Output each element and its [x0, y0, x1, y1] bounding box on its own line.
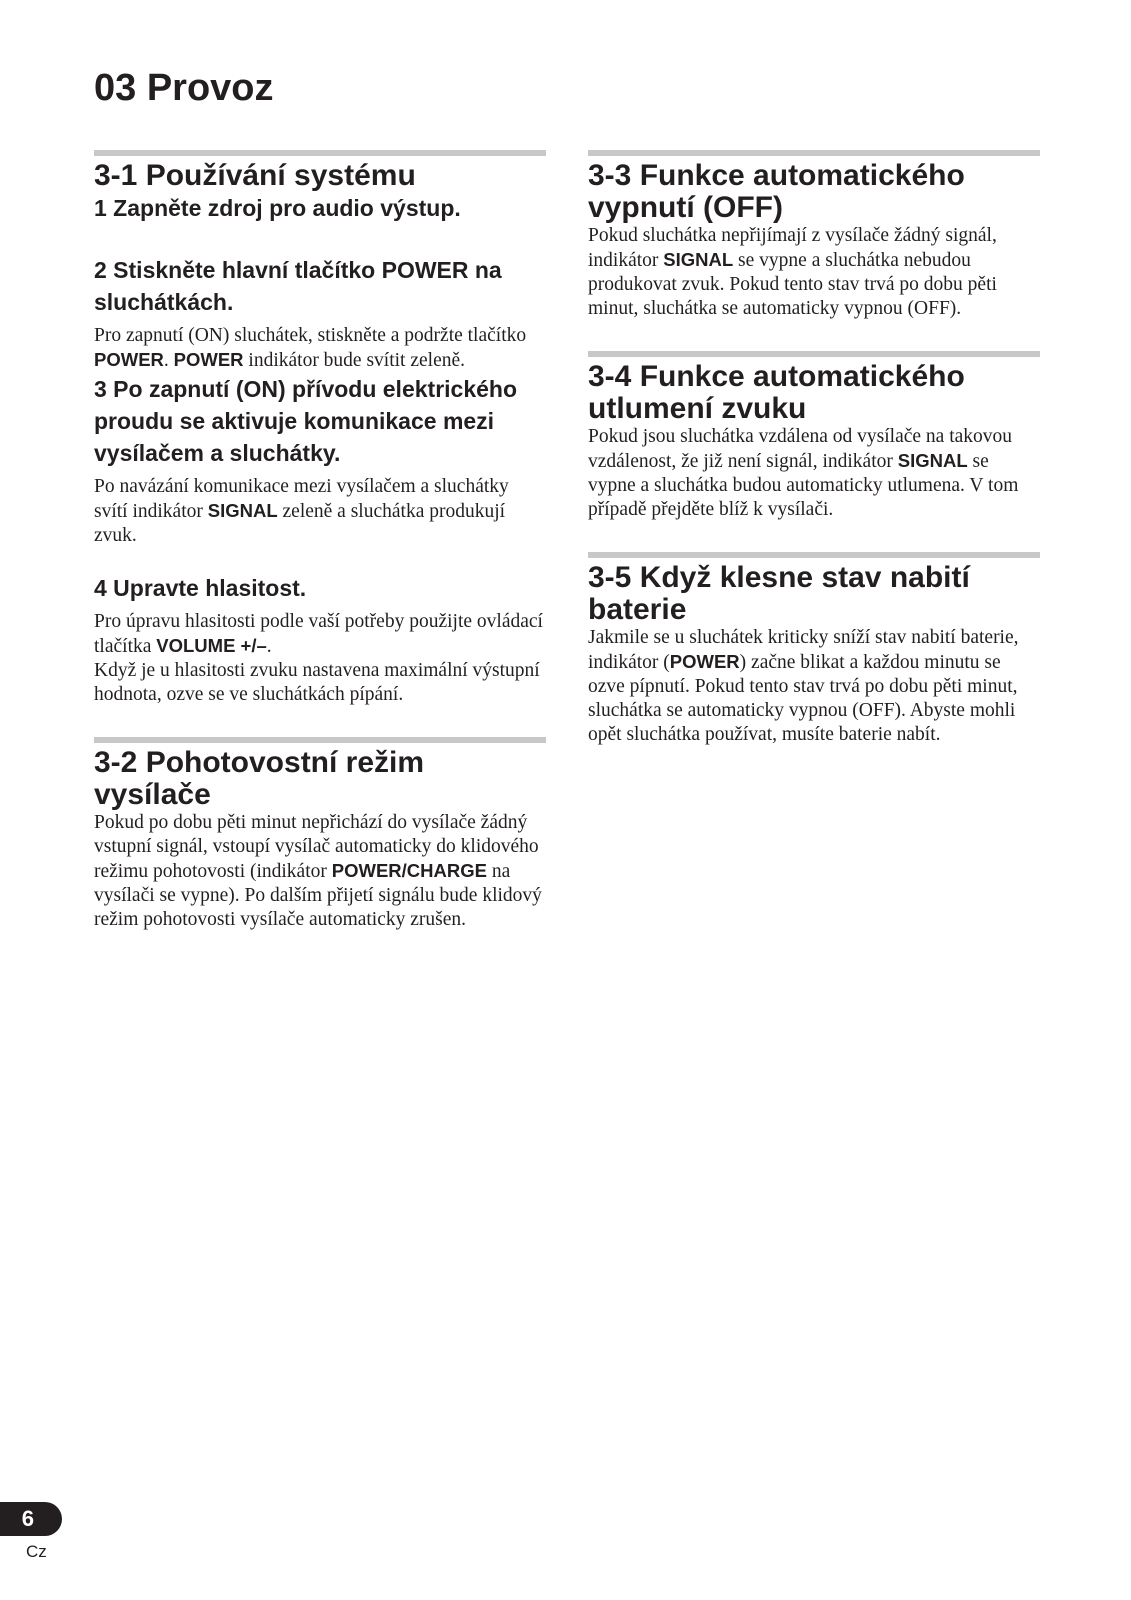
- section-3-4-text-b: se vypne a sluchátka budou automaticky utlumena. V tom případě přejděte blíž k vysílači.: [588, 451, 1019, 520]
- section-3-5-text-b: ) začne blikat a každou minutu se ozve pípnutí. Pokud tento stav trvá po dobu pěti minut, sluchátka se automaticky vypnou (OFF). Abyste mohli opět sluchátka používat, musíte baterie nabít.: [588, 652, 1018, 745]
- step-4-title: 4 Upravte hlasitost.: [94, 575, 307, 601]
- volume-keyword: VOLUME +/–: [156, 635, 267, 656]
- section-divider: [94, 150, 546, 156]
- power-keyword: POWER: [173, 349, 244, 370]
- section-title-3-5: 3-5 Když klesne stav nabití baterie: [588, 561, 970, 626]
- step-3-text: [94, 475, 546, 548]
- section-3-1: [94, 150, 546, 707]
- section-divider: [588, 552, 1040, 558]
- section-3-3-text-a: Pokud sluchátka nepřijímají z vysílače žádný signál, indikátor: [588, 225, 997, 271]
- section-3-2-text-a: Pokud po dobu pěti minut nepřichází do vysílače žádný vstupní signál, vstoupí vysílač automaticky do klidového režimu pohotovosti (indikátor: [94, 812, 539, 882]
- step-2-text: [94, 324, 546, 373]
- power-charge-keyword: POWER/CHARGE: [331, 860, 487, 881]
- page-language-code: Cz: [26, 1542, 47, 1561]
- step-4-text-b: .: [266, 636, 272, 657]
- page-number-badge: 6: [0, 1502, 62, 1536]
- left-column: [94, 150, 546, 932]
- section-divider: [588, 351, 1040, 357]
- section-3-4-text: [588, 425, 1040, 522]
- section-3-2-text: [94, 811, 546, 932]
- section-divider: [588, 150, 1040, 156]
- power-keyword: POWER: [669, 651, 740, 672]
- section-divider: [94, 737, 546, 743]
- section-title-3-1: 3-1 Používání systému: [94, 159, 416, 192]
- section-title-3-3: 3-3 Funkce automatického vypnutí (OFF): [588, 159, 965, 224]
- section-3-5: [588, 552, 1040, 747]
- section-3-2: [94, 737, 546, 932]
- step-1-title: 1 Zapněte zdroj pro audio výstup.: [94, 195, 461, 221]
- section-3-5-text: [588, 626, 1040, 747]
- section-title-3-4: 3-4 Funkce automatického utlumení zvuku: [588, 360, 965, 425]
- step-3-title: 3 Po zapnutí (ON) přívodu elektrického proudu se aktivuje komunikace mezi vysílačem a sluchátky.: [94, 376, 518, 466]
- step-2-text-c: indikátor bude svítit zeleně.: [243, 350, 466, 371]
- section-3-3: [588, 150, 1040, 321]
- section-title-3-2: 3-2 Pohotovostní režim vysílače: [94, 746, 425, 811]
- right-column: [588, 150, 1040, 747]
- section-3-3-text: [588, 224, 1040, 321]
- step-2-title: 2 Stiskněte hlavní tlačítko POWER na sluchátkách.: [94, 257, 502, 315]
- step-4-text-a: Pro úpravu hlasitosti podle vaší potřeby použijte ovládací tlačítka: [94, 611, 543, 657]
- section-3-5-text-a: Jakmile se u sluchátek kriticky sníží stav nabití baterie, indikátor (: [588, 627, 1019, 673]
- section-3-4: [588, 351, 1040, 522]
- step-2-text-a: Pro zapnutí (ON) sluchátek, stiskněte a podržte tlačítko: [94, 325, 527, 346]
- signal-keyword: SIGNAL: [897, 450, 968, 471]
- step-4-text: [94, 610, 546, 659]
- step-3-text-b: zeleně a sluchátka produkují zvuk.: [94, 501, 506, 546]
- step-3-text-a: Po navázání komunikace mezi vysílačem a sluchátky svítí indikátor: [94, 476, 509, 522]
- signal-keyword: SIGNAL: [207, 500, 278, 521]
- section-3-2-text-b: na vysílači se vypne). Po dalším přijetí signálu bude klidový režim pohotovosti vysílače automaticky zrušen.: [94, 861, 542, 930]
- chapter-title: 03 Provoz: [94, 67, 274, 109]
- step-2-text-b: .: [163, 350, 174, 371]
- section-3-3-text-b: se vypne a sluchátka nebudou produkovat zvuk. Pokud tento stav trvá po dobu pěti minut, sluchátka se automaticky vypnou (OFF).: [588, 250, 997, 319]
- section-3-4-text-a: Pokud jsou sluchátka vzdálena od vysílače na takovou vzdálenost, že již není signál, indikátor: [588, 426, 1013, 472]
- power-keyword: POWER: [94, 349, 164, 370]
- step-4-note: Když je u hlasitosti zvuku nastavena maximální výstupní hodnota, ozve se ve sluchátkách pípání.: [94, 660, 540, 705]
- signal-keyword: SIGNAL: [663, 249, 734, 270]
